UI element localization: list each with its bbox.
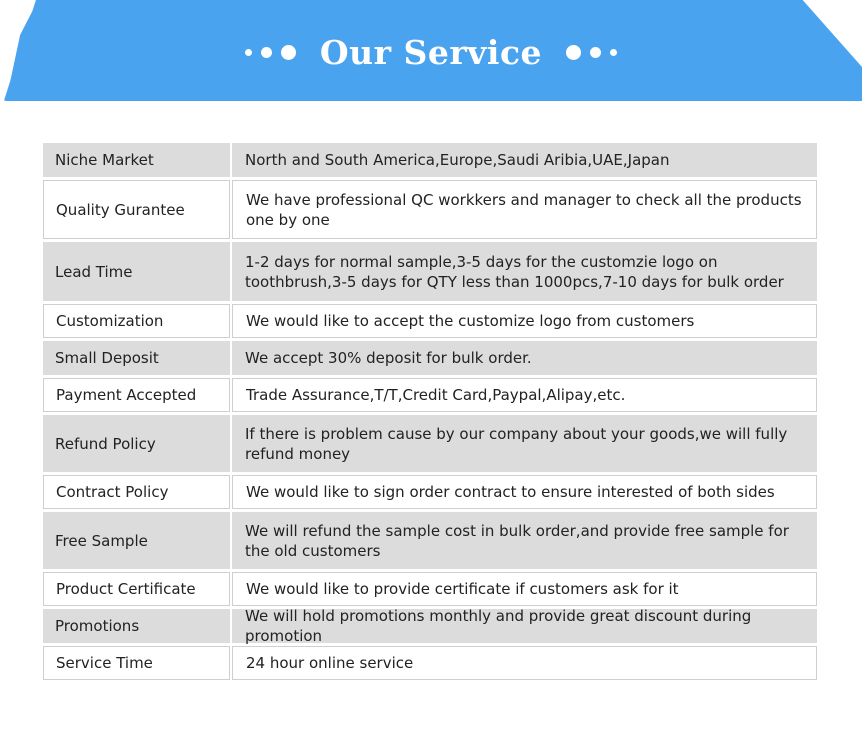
header-title-area <box>0 0 862 101</box>
row-label: Promotions <box>43 609 230 643</box>
row-value: We have professional QC workkers and manager to check all the products one by one <box>232 180 817 239</box>
table-row <box>43 180 817 239</box>
row-label: Niche Market <box>43 143 230 177</box>
dot-large <box>566 45 581 60</box>
row-value: We will refund the sample cost in bulk order,and provide free sample for the old customers <box>232 512 817 569</box>
table-row <box>43 609 817 643</box>
table-row <box>43 242 817 301</box>
row-value: We accept 30% deposit for bulk order. <box>232 341 817 375</box>
row-label: Free Sample <box>43 512 230 569</box>
row-label: Customization <box>43 304 230 338</box>
service-table <box>43 143 817 683</box>
page-title: Our Service <box>319 33 543 72</box>
table-row <box>43 415 817 472</box>
table-row <box>43 572 817 606</box>
row-label: Service Time <box>43 646 230 680</box>
table-row <box>43 143 817 177</box>
row-value: If there is problem cause by our company about your goods,we will fully refund money <box>232 415 817 472</box>
dot-medium <box>261 47 272 58</box>
row-value: We will hold promotions monthly and provide great discount during promotion <box>232 609 817 643</box>
table-row <box>43 646 817 680</box>
dot-large <box>281 45 296 60</box>
table-row <box>43 378 817 412</box>
row-value: We would like to sign order contract to ensure interested of both sides <box>232 475 817 509</box>
row-label: Contract Policy <box>43 475 230 509</box>
row-value: We would like to accept the customize logo from customers <box>232 304 817 338</box>
dot-small <box>245 49 252 56</box>
row-label: Refund Policy <box>43 415 230 472</box>
row-value: 24 hour online service <box>232 646 817 680</box>
row-label: Lead Time <box>43 242 230 301</box>
dot-medium <box>590 47 601 58</box>
row-label: Small Deposit <box>43 341 230 375</box>
row-value: North and South America,Europe,Saudi Aribia,UAE,Japan <box>232 143 817 177</box>
row-label: Quality Gurantee <box>43 180 230 239</box>
right-dots-decoration <box>566 45 617 60</box>
table-row <box>43 475 817 509</box>
table-row <box>43 341 817 375</box>
row-value: 1-2 days for normal sample,3-5 days for the customzie logo on toothbrush,3-5 days for QTY less than 1000pcs,7-10 days for bulk order <box>232 242 817 301</box>
row-label: Payment Accepted <box>43 378 230 412</box>
left-dots-decoration <box>245 45 296 60</box>
dot-small <box>610 49 617 56</box>
table-row <box>43 512 817 569</box>
table-row <box>43 304 817 338</box>
row-value: Trade Assurance,T/T,Credit Card,Paypal,Alipay,etc. <box>232 378 817 412</box>
row-label: Product Certificate <box>43 572 230 606</box>
row-value: We would like to provide certificate if customers ask for it <box>232 572 817 606</box>
